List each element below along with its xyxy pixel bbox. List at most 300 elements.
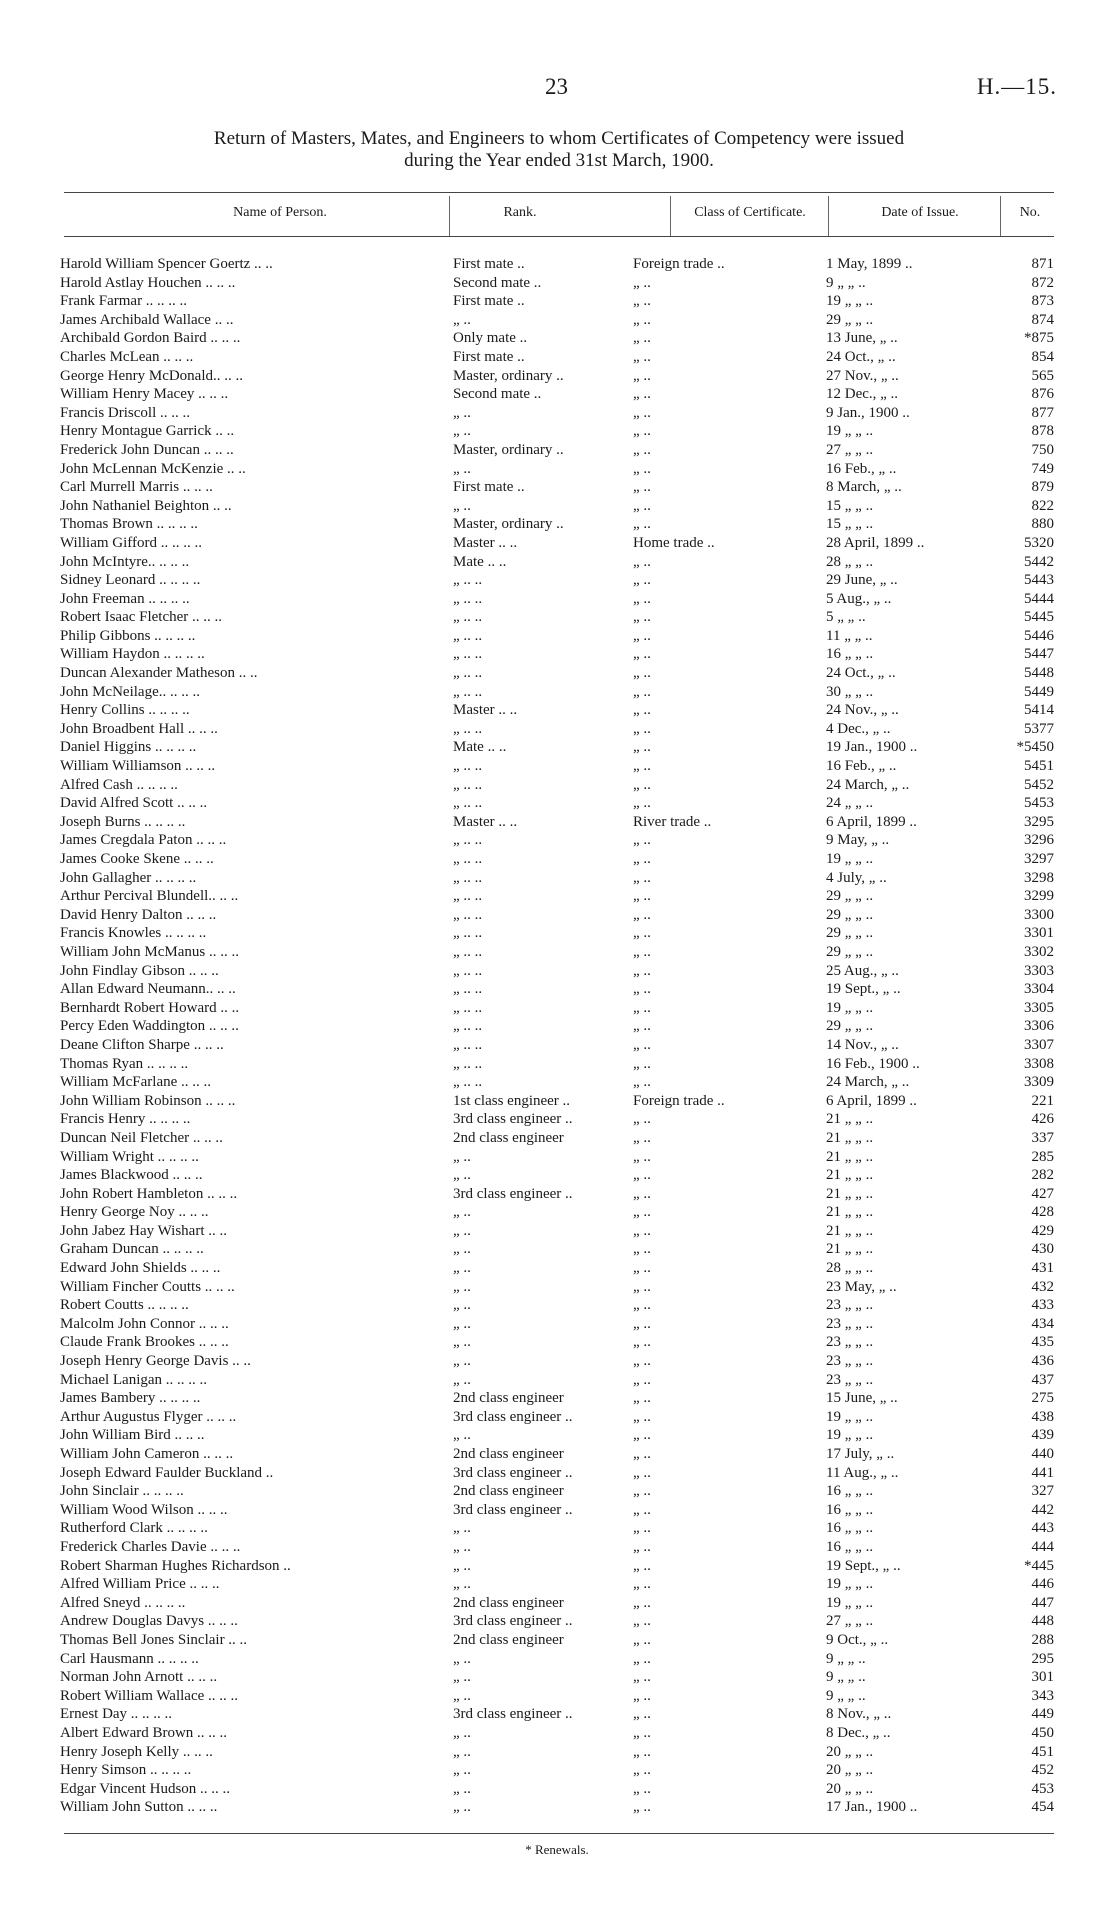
cell-number: 288 [1031, 1631, 1054, 1648]
cell-class: „ .. [633, 1687, 651, 1704]
cell-name: James Cregdala Paton .. .. .. [60, 832, 227, 849]
cell-name: Allan Edward Neumann.. .. .. [60, 981, 236, 998]
cell-number: 3306 [1024, 1018, 1054, 1035]
cell-number: 436 [1031, 1353, 1054, 1370]
cell-name: Michael Lanigan .. .. .. .. [60, 1371, 208, 1388]
cell-name: John Robert Hambleton .. .. .. [60, 1185, 238, 1202]
cell-rank: „ .. .. [453, 683, 483, 700]
cell-date: 12 Dec., „ .. [826, 386, 899, 403]
cell-name: John Nathaniel Beighton .. .. [60, 497, 232, 514]
table-row [60, 999, 1054, 1018]
cell-class: „ .. [633, 646, 651, 663]
cell-date: 24 „ „ .. [826, 795, 874, 812]
cell-class: „ .. [633, 1706, 651, 1723]
table-row [60, 1519, 1054, 1538]
cell-class: „ .. [633, 869, 651, 886]
cell-date: 27 „ „ .. [826, 441, 874, 458]
cell-name: Malcolm John Connor .. .. .. [60, 1315, 229, 1332]
cell-rank: 2nd class engineer [453, 1129, 564, 1146]
cell-name: Andrew Douglas Davys .. .. .. [60, 1613, 238, 1630]
cell-date: 9 „ „ .. [826, 1650, 866, 1667]
cell-name: Daniel Higgins .. .. .. .. [60, 739, 197, 756]
cell-number: 343 [1031, 1687, 1054, 1704]
cell-name: Francis Knowles .. .. .. .. [60, 925, 207, 942]
cell-date: 9 „ „ .. [826, 274, 866, 291]
cell-name: Robert William Wallace .. .. .. [60, 1687, 239, 1704]
table-row [60, 1464, 1054, 1483]
table-row [60, 385, 1054, 404]
cell-class: „ .. [633, 739, 651, 756]
cell-number: *5450 [1016, 739, 1054, 756]
cell-number: 3303 [1024, 962, 1054, 979]
table-row [60, 1371, 1054, 1390]
cell-class: „ .. [633, 1446, 651, 1462]
cell-rank: „ .. [453, 1538, 471, 1555]
cell-class: Foreign trade .. [633, 1092, 725, 1109]
cell-number: 285 [1031, 1148, 1054, 1165]
cell-date: 6 April, 1899 .. [826, 1092, 917, 1109]
table-row [60, 292, 1054, 311]
page-title [60, 128, 1058, 172]
cell-rank: „ .. .. [453, 572, 483, 589]
cell-name: Graham Duncan .. .. .. .. [60, 1241, 204, 1258]
cell-name: Philip Gibbons .. .. .. .. [60, 627, 196, 644]
cell-class: „ .. [633, 683, 651, 700]
table-row [60, 422, 1054, 441]
cell-class: „ .. [633, 1501, 651, 1518]
cell-name: Thomas Bell Jones Sinclair .. .. [60, 1631, 248, 1648]
cell-number: 448 [1031, 1613, 1054, 1630]
cell-date: 15 „ „ .. [826, 516, 874, 533]
cell-name: David Alfred Scott .. .. .. [60, 795, 208, 812]
table-row [60, 1222, 1054, 1241]
table-row [60, 1073, 1054, 1092]
cell-rank: First mate .. [453, 256, 525, 272]
cell-class: „ .. [633, 1222, 651, 1239]
cell-rank: „ .. [453, 1650, 471, 1667]
cell-date: 6 April, 1899 .. [826, 813, 917, 830]
cell-class: „ .. [633, 516, 651, 533]
cell-rank: „ .. .. [453, 888, 483, 905]
cell-name: Edward John Shields .. .. .. [60, 1260, 221, 1277]
cell-rank: Master .. .. [453, 534, 518, 551]
cell-class: „ .. [633, 348, 651, 365]
cell-class: „ .. [633, 627, 651, 644]
cell-class: „ .. [633, 1557, 651, 1574]
cell-rank: „ .. .. [453, 962, 483, 979]
cell-date: 21 „ „ .. [826, 1222, 874, 1239]
cell-date: 20 „ „ .. [826, 1780, 874, 1797]
cell-rank: „ .. [453, 1167, 471, 1184]
table-row [60, 1185, 1054, 1204]
cell-class: „ .. [633, 386, 651, 403]
cell-number: 3308 [1024, 1055, 1054, 1072]
cell-class: „ .. [633, 274, 651, 291]
cell-date: 13 June, „ .. [826, 330, 898, 347]
cell-number: 5449 [1024, 683, 1054, 700]
cell-class: „ .. [633, 1334, 651, 1351]
cell-name: James Blackwood .. .. .. [60, 1167, 203, 1184]
cell-class: „ .. [633, 999, 651, 1016]
table-row [60, 1278, 1054, 1297]
cell-number: 301 [1031, 1669, 1054, 1686]
cell-rank: „ .. [453, 1669, 471, 1686]
cell-rank: „ .. [453, 1222, 471, 1239]
table-row [60, 664, 1054, 683]
cell-class: „ .. [633, 1743, 651, 1760]
cell-name: Arthur Augustus Flyger .. .. .. [60, 1408, 237, 1425]
cell-date: 19 „ „ .. [826, 851, 874, 867]
cell-number: 3298 [1024, 869, 1054, 886]
cell-name: John Freeman .. .. .. .. [60, 590, 190, 607]
cell-rank: „ .. [453, 460, 471, 477]
table-row [60, 1148, 1054, 1167]
cell-number: 444 [1031, 1538, 1054, 1555]
table-row [60, 367, 1054, 386]
cell-date: 29 June, „ .. [826, 572, 898, 589]
cell-number: 452 [1031, 1762, 1054, 1779]
column-header-number: No. [1019, 205, 1041, 220]
cell-class: „ .. [633, 311, 651, 328]
cell-name: Norman John Arnott .. .. .. [60, 1669, 218, 1686]
cell-number: 750 [1031, 441, 1054, 458]
cell-class: „ .. [633, 479, 651, 496]
cell-rank: First mate .. [453, 479, 525, 496]
cell-date: 21 „ „ .. [826, 1129, 874, 1146]
table-row [60, 1315, 1054, 1334]
cell-rank: 3rd class engineer .. [453, 1111, 573, 1128]
cell-date: 16 „ „ .. [826, 1501, 874, 1518]
cell-rank: 3rd class engineer .. [453, 1501, 573, 1518]
cell-number: 5320 [1024, 534, 1054, 551]
cell-number: 3305 [1024, 999, 1054, 1016]
cell-number: 438 [1031, 1408, 1054, 1425]
cell-name: William McFarlane .. .. .. [60, 1074, 212, 1091]
column-header-name: Name of Person. [233, 205, 327, 220]
cell-date: 23 „ „ .. [826, 1315, 874, 1332]
cell-class: „ .. [633, 1594, 651, 1611]
cell-class: „ .. [633, 981, 651, 998]
cell-date: 4 Dec., „ .. [826, 720, 891, 737]
cell-rank: 3rd class engineer .. [453, 1408, 573, 1425]
cell-class: „ .. [633, 1260, 651, 1277]
cell-date: 24 Oct., „ .. [826, 348, 896, 365]
table-row [60, 850, 1054, 869]
cell-number: 432 [1031, 1278, 1054, 1295]
cell-name: William Fincher Coutts .. .. .. [60, 1278, 235, 1295]
cell-date: 28 April, 1899 .. [826, 534, 925, 551]
cell-class: „ .. [633, 888, 651, 905]
cell-rank: „ .. [453, 1353, 471, 1370]
cell-number: 428 [1031, 1204, 1054, 1221]
cell-name: William Haydon .. .. .. .. [60, 646, 205, 663]
cell-number: 433 [1031, 1297, 1054, 1314]
cell-number: 450 [1031, 1724, 1054, 1741]
cell-date: 9 „ „ .. [826, 1669, 866, 1686]
cell-date: 8 Dec., „ .. [826, 1724, 891, 1741]
cell-number: 5444 [1024, 590, 1054, 607]
cell-rank: „ .. [453, 1427, 471, 1444]
cell-name: Robert Coutts .. .. .. .. [60, 1297, 189, 1314]
cell-class: „ .. [633, 330, 651, 347]
cell-number: 443 [1031, 1520, 1054, 1537]
cell-number: 5443 [1024, 572, 1054, 589]
cell-name: Thomas Ryan .. .. .. .. [60, 1055, 189, 1072]
cell-date: 16 „ „ .. [826, 646, 874, 663]
cell-date: 9 May, „ .. [826, 832, 890, 849]
cell-name: Henry Joseph Kelly .. .. .. [60, 1743, 213, 1760]
cell-date: 4 July, „ .. [826, 869, 887, 886]
cell-name: Alfred William Price .. .. .. [60, 1576, 220, 1593]
cell-class: „ .. [633, 1780, 651, 1797]
cell-rank: Second mate .. [453, 274, 542, 291]
cell-class: „ .. [633, 1167, 651, 1184]
cell-date: 29 „ „ .. [826, 925, 874, 942]
column-divider [828, 196, 829, 236]
cell-class: „ .. [633, 702, 651, 719]
cell-number: 427 [1031, 1185, 1054, 1202]
cell-name: Harold William Spencer Goertz .. .. [60, 256, 273, 272]
cell-class: River trade .. [633, 813, 712, 830]
table-row [60, 887, 1054, 906]
cell-number: 874 [1031, 311, 1054, 328]
certificates-table [60, 255, 1054, 1817]
cell-number: 431 [1031, 1260, 1054, 1277]
cell-class: „ .. [633, 1613, 651, 1630]
cell-name: William John McManus .. .. .. [60, 943, 239, 960]
cell-date: 21 „ „ .. [826, 1148, 874, 1165]
table-row [60, 1743, 1054, 1762]
cell-rank: 3rd class engineer .. [453, 1185, 573, 1202]
cell-rank: „ .. [453, 1762, 471, 1779]
cell-name: Henry Montague Garrick .. .. [60, 423, 235, 440]
cell-date: 19 Jan., 1900 .. [826, 739, 918, 756]
cell-class: „ .. [633, 293, 651, 310]
cell-rank: „ .. .. [453, 776, 483, 793]
cell-date: 19 „ „ .. [826, 423, 874, 440]
cell-class: „ .. [633, 1278, 651, 1295]
cell-class: „ .. [633, 1129, 651, 1146]
cell-class: „ .. [633, 1390, 651, 1407]
table-row [60, 943, 1054, 962]
cell-class: „ .. [633, 758, 651, 775]
cell-rank: First mate .. [453, 348, 525, 365]
cell-class: „ .. [633, 1074, 651, 1091]
cell-date: 27 Nov., „ .. [826, 367, 899, 384]
cell-name: Charles McLean .. .. .. [60, 348, 194, 365]
cell-date: 8 March, „ .. [826, 479, 902, 496]
cell-rank: 1st class engineer .. [453, 1092, 571, 1109]
cell-rank: 2nd class engineer [453, 1390, 564, 1407]
cell-number: 451 [1031, 1743, 1054, 1760]
cell-rank: First mate .. [453, 293, 525, 310]
table-row [60, 813, 1054, 832]
cell-name: Duncan Alexander Matheson .. .. [60, 665, 258, 682]
cell-name: John McIntyre.. .. .. .. [60, 553, 190, 570]
cell-class: „ .. [633, 1204, 651, 1221]
cell-name: Edgar Vincent Hudson .. .. .. [60, 1780, 231, 1797]
cell-name: John Sinclair .. .. .. .. [60, 1483, 184, 1500]
title-line-2: during the Year ended 31st March, 1900. [404, 150, 714, 171]
cell-name: William Wood Wilson .. .. .. [60, 1501, 228, 1518]
cell-class: „ .. [633, 1799, 651, 1816]
cell-date: 9 Oct., „ .. [826, 1631, 889, 1648]
cell-class: „ .. [633, 1353, 651, 1370]
cell-number: 275 [1031, 1390, 1054, 1407]
table-row [60, 1594, 1054, 1613]
cell-number: *875 [1024, 330, 1054, 347]
cell-number: 3304 [1024, 981, 1054, 998]
cell-rank: „ .. [453, 1799, 471, 1816]
cell-class: „ .. [633, 609, 651, 626]
table-row [60, 1352, 1054, 1371]
cell-number: 5448 [1024, 665, 1054, 682]
cell-rank: „ .. [453, 1576, 471, 1593]
cell-class: „ .. [633, 1185, 651, 1202]
cell-name: Francis Henry .. .. .. .. [60, 1111, 191, 1128]
cell-number: 434 [1031, 1315, 1054, 1332]
cell-number: 3301 [1024, 925, 1054, 942]
cell-number: 221 [1031, 1092, 1054, 1109]
cell-date: 24 Oct., „ .. [826, 665, 896, 682]
table-row [60, 478, 1054, 497]
cell-rank: „ .. [453, 1148, 471, 1165]
cell-name: Percy Eden Waddington .. .. .. [60, 1018, 239, 1035]
cell-date: 19 Sept., „ .. [826, 981, 901, 998]
cell-name: Frank Farmar .. .. .. .. [60, 293, 188, 310]
cell-rank: „ .. .. [453, 627, 483, 644]
table-row [60, 1631, 1054, 1650]
cell-rank: Second mate .. [453, 386, 542, 403]
cell-class: „ .. [633, 441, 651, 458]
table-row [60, 869, 1054, 888]
cell-date: 19 „ „ .. [826, 1427, 874, 1444]
cell-number: 5447 [1024, 646, 1054, 663]
cell-number: 565 [1031, 367, 1054, 384]
cell-number: 449 [1031, 1706, 1054, 1723]
table-row [60, 1259, 1054, 1278]
cell-number: 429 [1031, 1222, 1054, 1239]
cell-rank: „ .. [453, 423, 471, 440]
cell-rank: „ .. .. [453, 906, 483, 923]
table-row [60, 1055, 1054, 1074]
table-row [60, 1612, 1054, 1631]
table-row [60, 1724, 1054, 1743]
table-row [60, 683, 1054, 702]
cell-rank: „ .. [453, 1724, 471, 1741]
cell-class: „ .. [633, 1762, 651, 1779]
cell-rank: „ .. .. [453, 943, 483, 960]
cell-date: 11 Aug., „ .. [826, 1464, 899, 1481]
cell-number: 877 [1031, 404, 1054, 421]
table-row [60, 1445, 1054, 1464]
cell-date: 24 Nov., „ .. [826, 702, 899, 719]
cell-rank: Master, ordinary .. [453, 441, 564, 458]
cell-date: 19 „ „ .. [826, 1594, 874, 1611]
cell-rank: „ .. .. [453, 720, 483, 737]
cell-class: „ .. [633, 553, 651, 570]
cell-date: 25 Aug., „ .. [826, 962, 899, 979]
cell-number: 3302 [1024, 943, 1054, 960]
cell-class: „ .. [633, 776, 651, 793]
table-row [60, 627, 1054, 646]
table-row [60, 1705, 1054, 1724]
cell-name: James Cooke Skene .. .. .. [60, 851, 214, 867]
table-row [60, 348, 1054, 367]
table-row [60, 1110, 1054, 1129]
cell-rank: „ .. [453, 1241, 471, 1258]
cell-class: „ .. [633, 1148, 651, 1165]
cell-rank: „ .. [453, 1315, 471, 1332]
cell-number: *445 [1024, 1557, 1054, 1574]
table-row [60, 1240, 1054, 1259]
table-row [60, 645, 1054, 664]
cell-date: 17 Jan., 1900 .. [826, 1799, 918, 1816]
table-row [60, 720, 1054, 739]
cell-class: „ .. [633, 1464, 651, 1481]
cell-name: Carl Hausmann .. .. .. .. [60, 1650, 199, 1667]
cell-number: 440 [1031, 1446, 1054, 1462]
table-row [60, 1333, 1054, 1352]
cell-class: „ .. [633, 1724, 651, 1741]
cell-date: 20 „ „ .. [826, 1743, 874, 1760]
table-row [60, 515, 1054, 534]
table-row [60, 1296, 1054, 1315]
table-row [60, 980, 1054, 999]
cell-date: 16 Feb., „ .. [826, 460, 897, 477]
cell-rank: 2nd class engineer [453, 1483, 564, 1500]
cell-class: „ .. [633, 1241, 651, 1258]
cell-date: 29 „ „ .. [826, 1018, 874, 1035]
cell-class: „ .. [633, 460, 651, 477]
table-row [60, 1389, 1054, 1408]
table-row [60, 738, 1054, 757]
cell-class: „ .. [633, 1427, 651, 1444]
cell-rank: Master, ordinary .. [453, 367, 564, 384]
column-header-class: Class of Certificate. [694, 205, 806, 220]
cell-number: 430 [1031, 1241, 1054, 1258]
cell-rank: 2nd class engineer [453, 1594, 564, 1611]
table-row [60, 255, 1054, 274]
cell-date: 21 „ „ .. [826, 1111, 874, 1128]
cell-rank: „ .. [453, 1297, 471, 1314]
cell-number: 453 [1031, 1780, 1054, 1797]
cell-number: 5377 [1024, 720, 1054, 737]
cell-date: 29 „ „ .. [826, 943, 874, 960]
cell-number: 3296 [1024, 832, 1054, 849]
cell-class: „ .. [633, 1631, 651, 1648]
table-row [60, 1557, 1054, 1576]
cell-class: „ .. [633, 943, 651, 960]
table-row [60, 441, 1054, 460]
cell-name: Albert Edward Brown .. .. .. [60, 1724, 228, 1741]
cell-rank: „ .. .. [453, 590, 483, 607]
cell-class: „ .. [633, 665, 651, 682]
cell-rank: 2nd class engineer [453, 1446, 564, 1462]
cell-rank: 3rd class engineer .. [453, 1613, 573, 1630]
cell-rank: 2nd class engineer [453, 1631, 564, 1648]
cell-class: „ .. [633, 1483, 651, 1500]
table-row [60, 1501, 1054, 1520]
table-row [60, 329, 1054, 348]
cell-rank: „ .. [453, 1334, 471, 1351]
table-row [60, 404, 1054, 423]
cell-date: 19 „ „ .. [826, 1576, 874, 1593]
cell-number: 3307 [1024, 1036, 1054, 1053]
cell-name: Frederick Charles Davie .. .. .. [60, 1538, 241, 1555]
cell-rank: „ .. [453, 1557, 471, 1574]
table-row [60, 1017, 1054, 1036]
